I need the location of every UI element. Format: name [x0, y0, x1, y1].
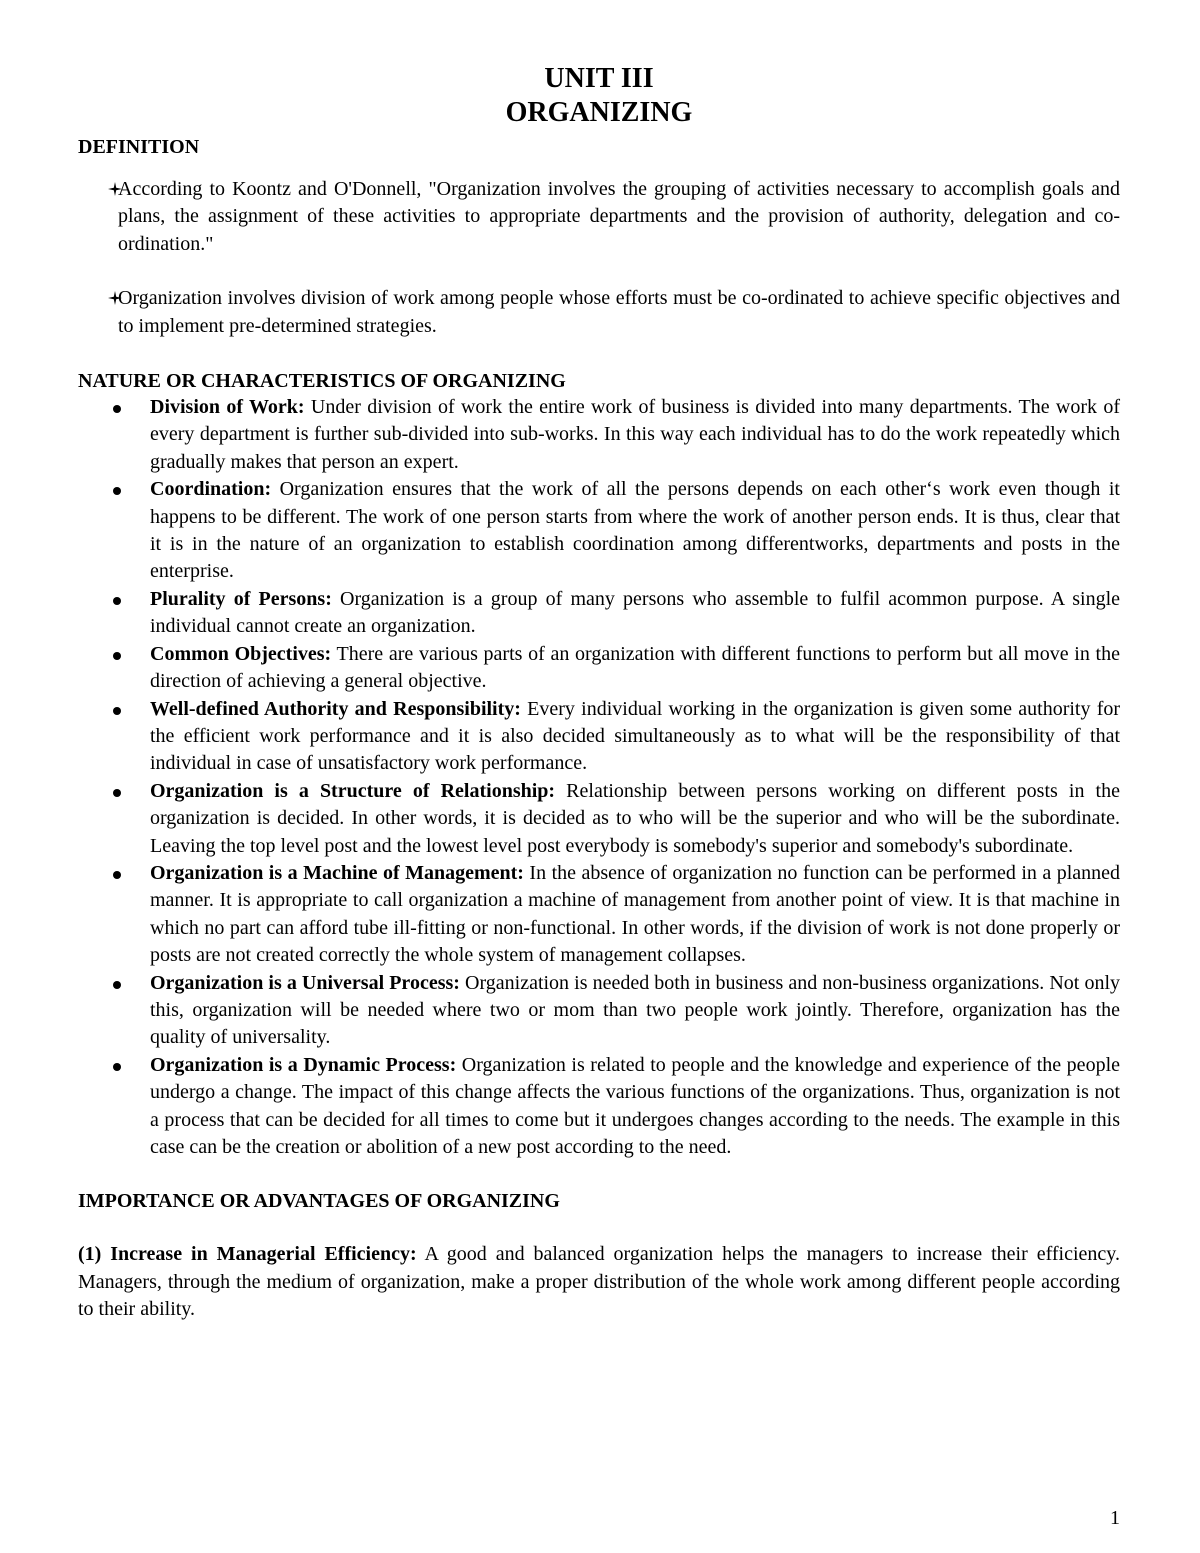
definition-text: According to Koontz and O'Donnell, "Organization involves the grouping of activities necessary to accomplish goals and plans, the assignment of these activities to appropriate departments and the provision of authority, delegation and co-ordination." [118, 178, 1120, 255]
item-text: Organization is needed both in business and non-business organizations. Not only this, organization will be needed where two or mom than two people work jointly. Therefore, organization has the quality of universality. [150, 971, 1121, 1049]
item-text: Organization is related to people and the knowledge and experience of the people undergo a change. The impact of this change affects the various functions of the organizations. Thus, organization is not a process that can be decided for all times to come but it undergoes changes according to the needs. The example in this case can be the creation or abolition of a new post according to the need. [150, 1053, 1120, 1158]
bullet-icon [78, 860, 150, 970]
definition-text: Organization involves division of work among people whose efforts must be co-ordinated to achieve specific objectives and to implement pre-determined strategies. [118, 287, 1120, 337]
list-item [78, 476, 1120, 586]
item-text: A good and balanced organization helps the managers to increase their efficiency. Managers, through the medium of organization, make a proper distribution of the whole work among different people according to their ability. [78, 1243, 1120, 1321]
importance-heading: IMPORTANCE OR ADVANTAGES OF ORGANIZING [78, 1190, 560, 1213]
list-item [78, 970, 1120, 1052]
item-text: Relationship between persons working on different posts in the organization is decided. In other words, it is decided as to who will be the superior and who will be the subordinate. Leaving the top level post and the lowest level post everybody is somebody's superior and somebody's subordinate. [150, 779, 1120, 857]
bullet-icon [78, 641, 150, 696]
unit-subtitle: ORGANIZING [505, 97, 693, 128]
definition-heading: DEFINITION [78, 136, 200, 158]
diamond-bullet-icon [78, 176, 118, 258]
bullet-icon [78, 696, 150, 778]
bullet-icon [78, 970, 150, 1052]
definition-item [78, 176, 1120, 258]
importance-paragraph [78, 1241, 1120, 1323]
bullet-icon [78, 1052, 150, 1162]
definition-list [78, 176, 1120, 340]
item-term: Coordination: [150, 478, 272, 501]
list-item [78, 641, 1120, 696]
item-term: Division of Work: [150, 396, 305, 419]
item-term: (1) Increase in Managerial Efficiency: [78, 1243, 417, 1266]
unit-title: UNIT III [544, 63, 654, 94]
definition-item [78, 285, 1120, 340]
item-text: There are various parts of an organization with different functions to perform but all move in the direction of achieving a general objective. [150, 642, 1120, 693]
bullet-icon [78, 778, 150, 860]
item-term: Organization is a Dynamic Process: [150, 1053, 457, 1076]
item-text: Every individual working in the organization is given some authority for the efficient work performance and it is also decided simultaneously as to what will be the responsibility of that individual in case of unsatisfactory work performance. [150, 697, 1121, 775]
list-item [78, 586, 1120, 641]
list-item [78, 394, 1120, 476]
nature-heading: NATURE OR CHARACTERISTICS OF ORGANIZING [78, 370, 566, 393]
diamond-bullet-icon [78, 285, 118, 340]
item-term: Common Objectives: [150, 642, 332, 665]
item-term: Plurality of Persons: [150, 587, 332, 610]
item-term: Organization is a Machine of Management: [150, 861, 524, 884]
bullet-icon [78, 476, 150, 586]
page-number: 1 [1110, 1507, 1120, 1529]
list-item [78, 696, 1120, 778]
list-item [78, 778, 1120, 860]
item-text: Organization is a group of many persons who assemble to fulfil acommon purpose. A single individual cannot create an organization. [150, 587, 1120, 638]
item-text: Organization ensures that the work of all the persons depends on each other‘s work even though it happens to be different. The work of one person starts from where the work of another person ends. It is thus, clear that it is in the nature of an organization to establish coordination among differentworks, departments and posts in the enterprise. [150, 478, 1120, 583]
list-item [78, 860, 1120, 970]
page-content [78, 62, 1120, 1324]
bullet-icon [78, 586, 150, 641]
item-term: Organization is a Structure of Relationship: [150, 779, 556, 802]
item-text: Under division of work the entire work of business is divided into many departments. The work of every department is further sub-divided into sub-works. In this way each individual has to do the work repeatedly which gradually makes that person an expert. [150, 396, 1121, 473]
item-text: In the absence of organization no function can be performed in a planned manner. It is appropriate to call organization a machine of management from another point of view. It is that machine in which no part can afford tube ill-fitting or non-functional. In other words, if the division of work is not done properly or posts are not created correctly the whole system of management collapses. [150, 861, 1121, 967]
item-term: Well-defined Authority and Responsibility: [150, 697, 521, 720]
nature-list [78, 394, 1120, 1161]
bullet-icon [78, 394, 150, 476]
list-item [78, 1052, 1120, 1162]
item-term: Organization is a Universal Process: [150, 971, 460, 994]
